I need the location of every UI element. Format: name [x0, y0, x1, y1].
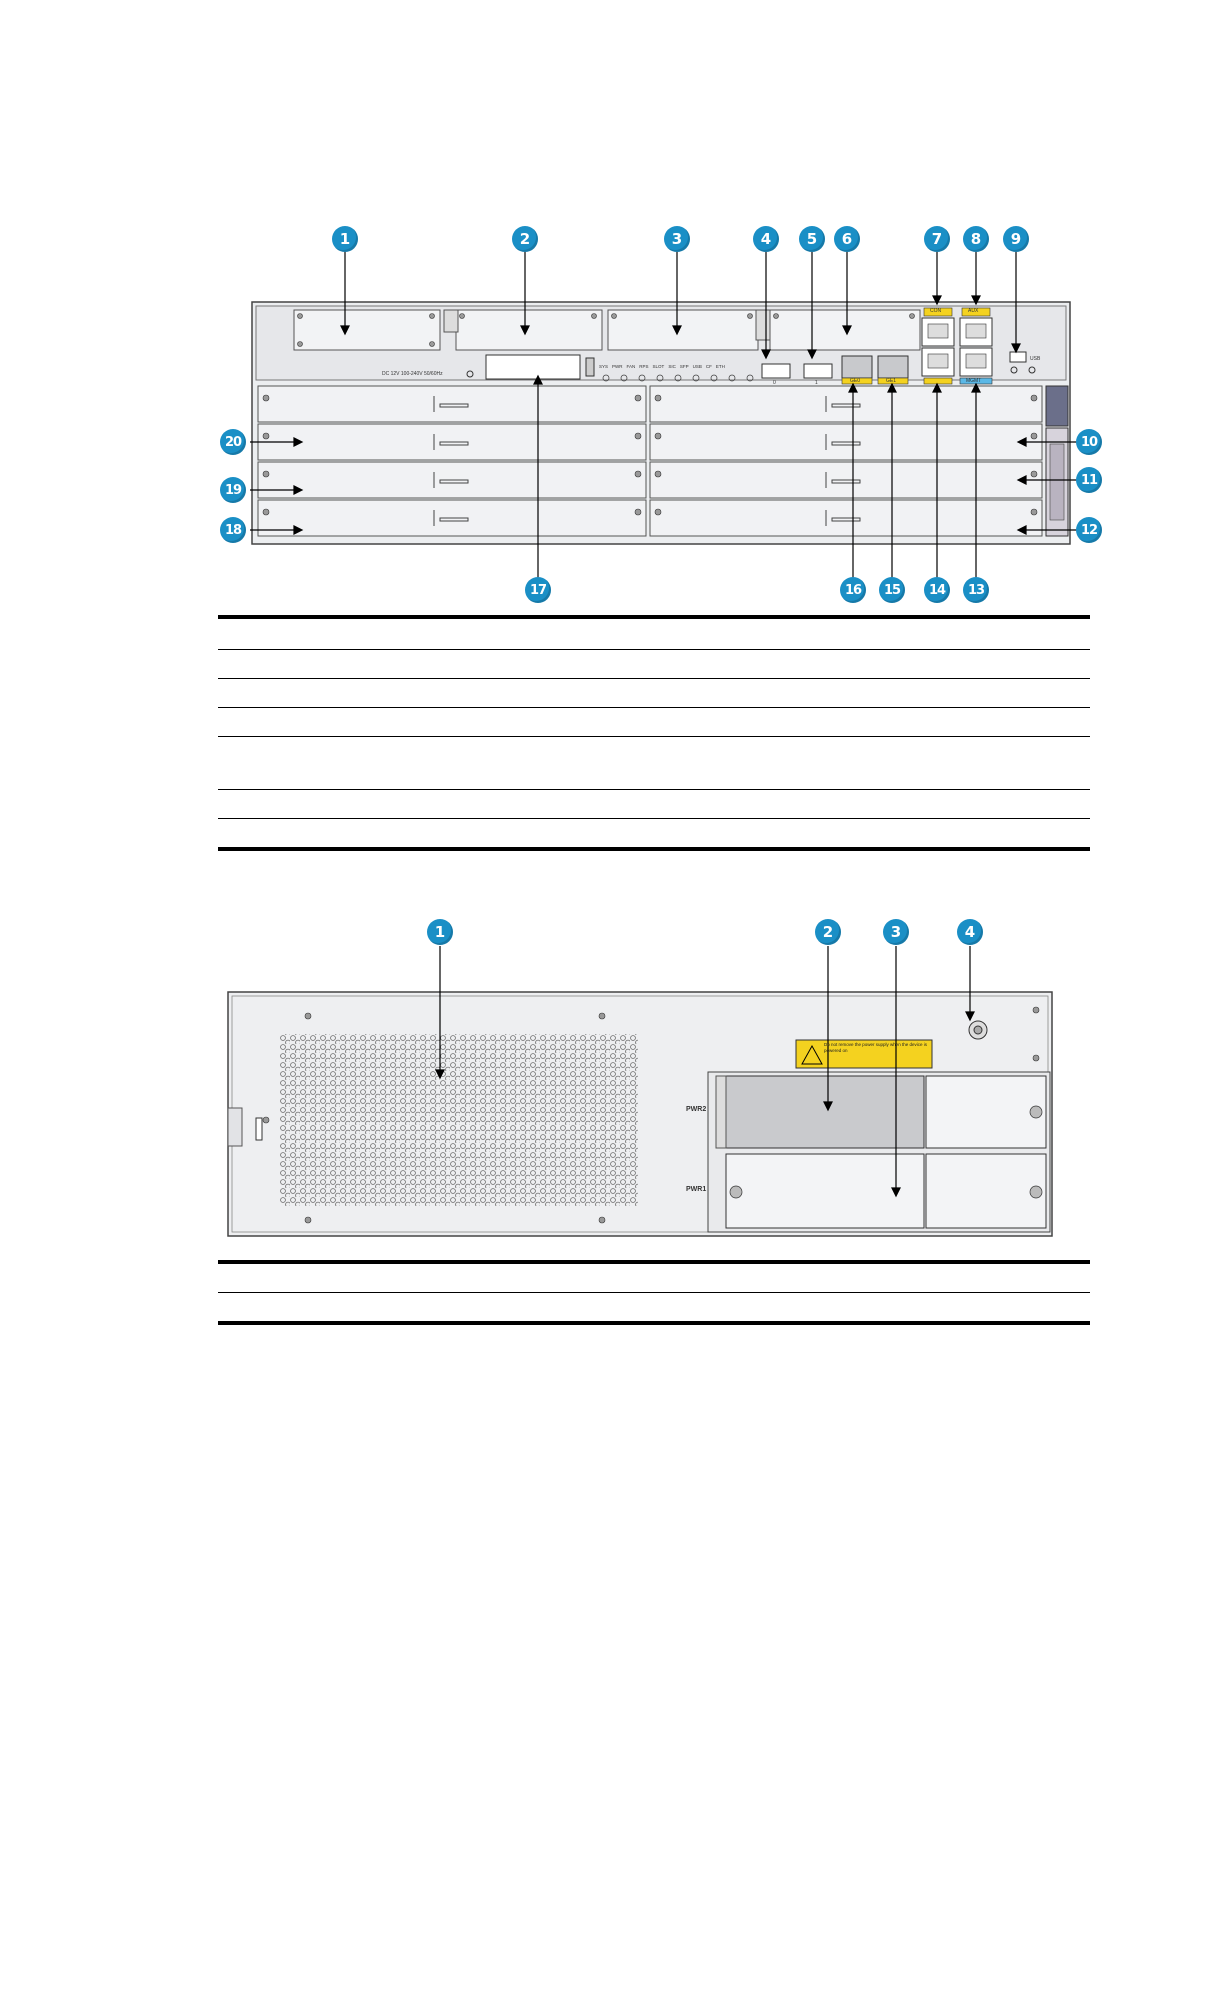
rear-callout-3: 3 [883, 919, 909, 945]
callout-17: 17 [525, 577, 551, 603]
led-label: SYS [599, 364, 609, 369]
rear-callout-4: 4 [957, 919, 983, 945]
callout-9: 9 [1003, 226, 1029, 252]
led-label: USB [692, 364, 702, 369]
led-label: ETH [715, 364, 725, 369]
rear-callout-2: 2 [815, 919, 841, 945]
led-label: SFP [679, 364, 689, 369]
pwr2-label: PWR2 [686, 1106, 707, 1113]
led-label: FAN [626, 364, 636, 369]
callout-14: 14 [924, 577, 950, 603]
led-label: CF [705, 364, 712, 369]
con-label: CON [930, 308, 942, 314]
pwr1-label: PWR1 [686, 1186, 707, 1193]
led-label: PWR [612, 364, 623, 369]
led-label: SIC [668, 364, 676, 369]
callout-15: 15 [879, 577, 905, 603]
ge0-label: GE0 [850, 378, 861, 384]
callout-7: 7 [924, 226, 950, 252]
callout-12: 12 [1076, 517, 1102, 543]
aux-label: AUX [968, 308, 979, 314]
callout-13: 13 [963, 577, 989, 603]
callout-4: 4 [753, 226, 779, 252]
callout-1: 1 [332, 226, 358, 252]
led-label: SLOT [652, 364, 665, 369]
callout-8: 8 [963, 226, 989, 252]
rear-table-rule-bottom [218, 1321, 1090, 1325]
callout-20: 20 [220, 429, 246, 455]
usb1-label: 1 [815, 380, 818, 386]
callout-18: 18 [220, 517, 246, 543]
usb0-label: 0 [773, 380, 776, 386]
mgmt-label: MGMT [966, 378, 982, 384]
callout-3: 3 [664, 226, 690, 252]
callout-10: 10 [1076, 429, 1102, 455]
usb-label: USB [1030, 356, 1041, 362]
model-strip-label: DC 12V 100-240V 50/60Hz [382, 371, 443, 377]
rear-callout-1: 1 [427, 919, 453, 945]
callout-11: 11 [1076, 467, 1102, 493]
led-label: RPS [639, 364, 649, 369]
warning-label-text: Do not remove the power supply when the device is powered on [824, 1042, 928, 1053]
rear-table-rule [218, 1292, 1090, 1293]
rear-table-rule-top [218, 1260, 1090, 1264]
callout-6: 6 [834, 226, 860, 252]
callout-5: 5 [799, 226, 825, 252]
ge1-label: GE1 [886, 378, 897, 384]
callout-19: 19 [220, 477, 246, 503]
callout-16: 16 [840, 577, 866, 603]
callout-2: 2 [512, 226, 538, 252]
